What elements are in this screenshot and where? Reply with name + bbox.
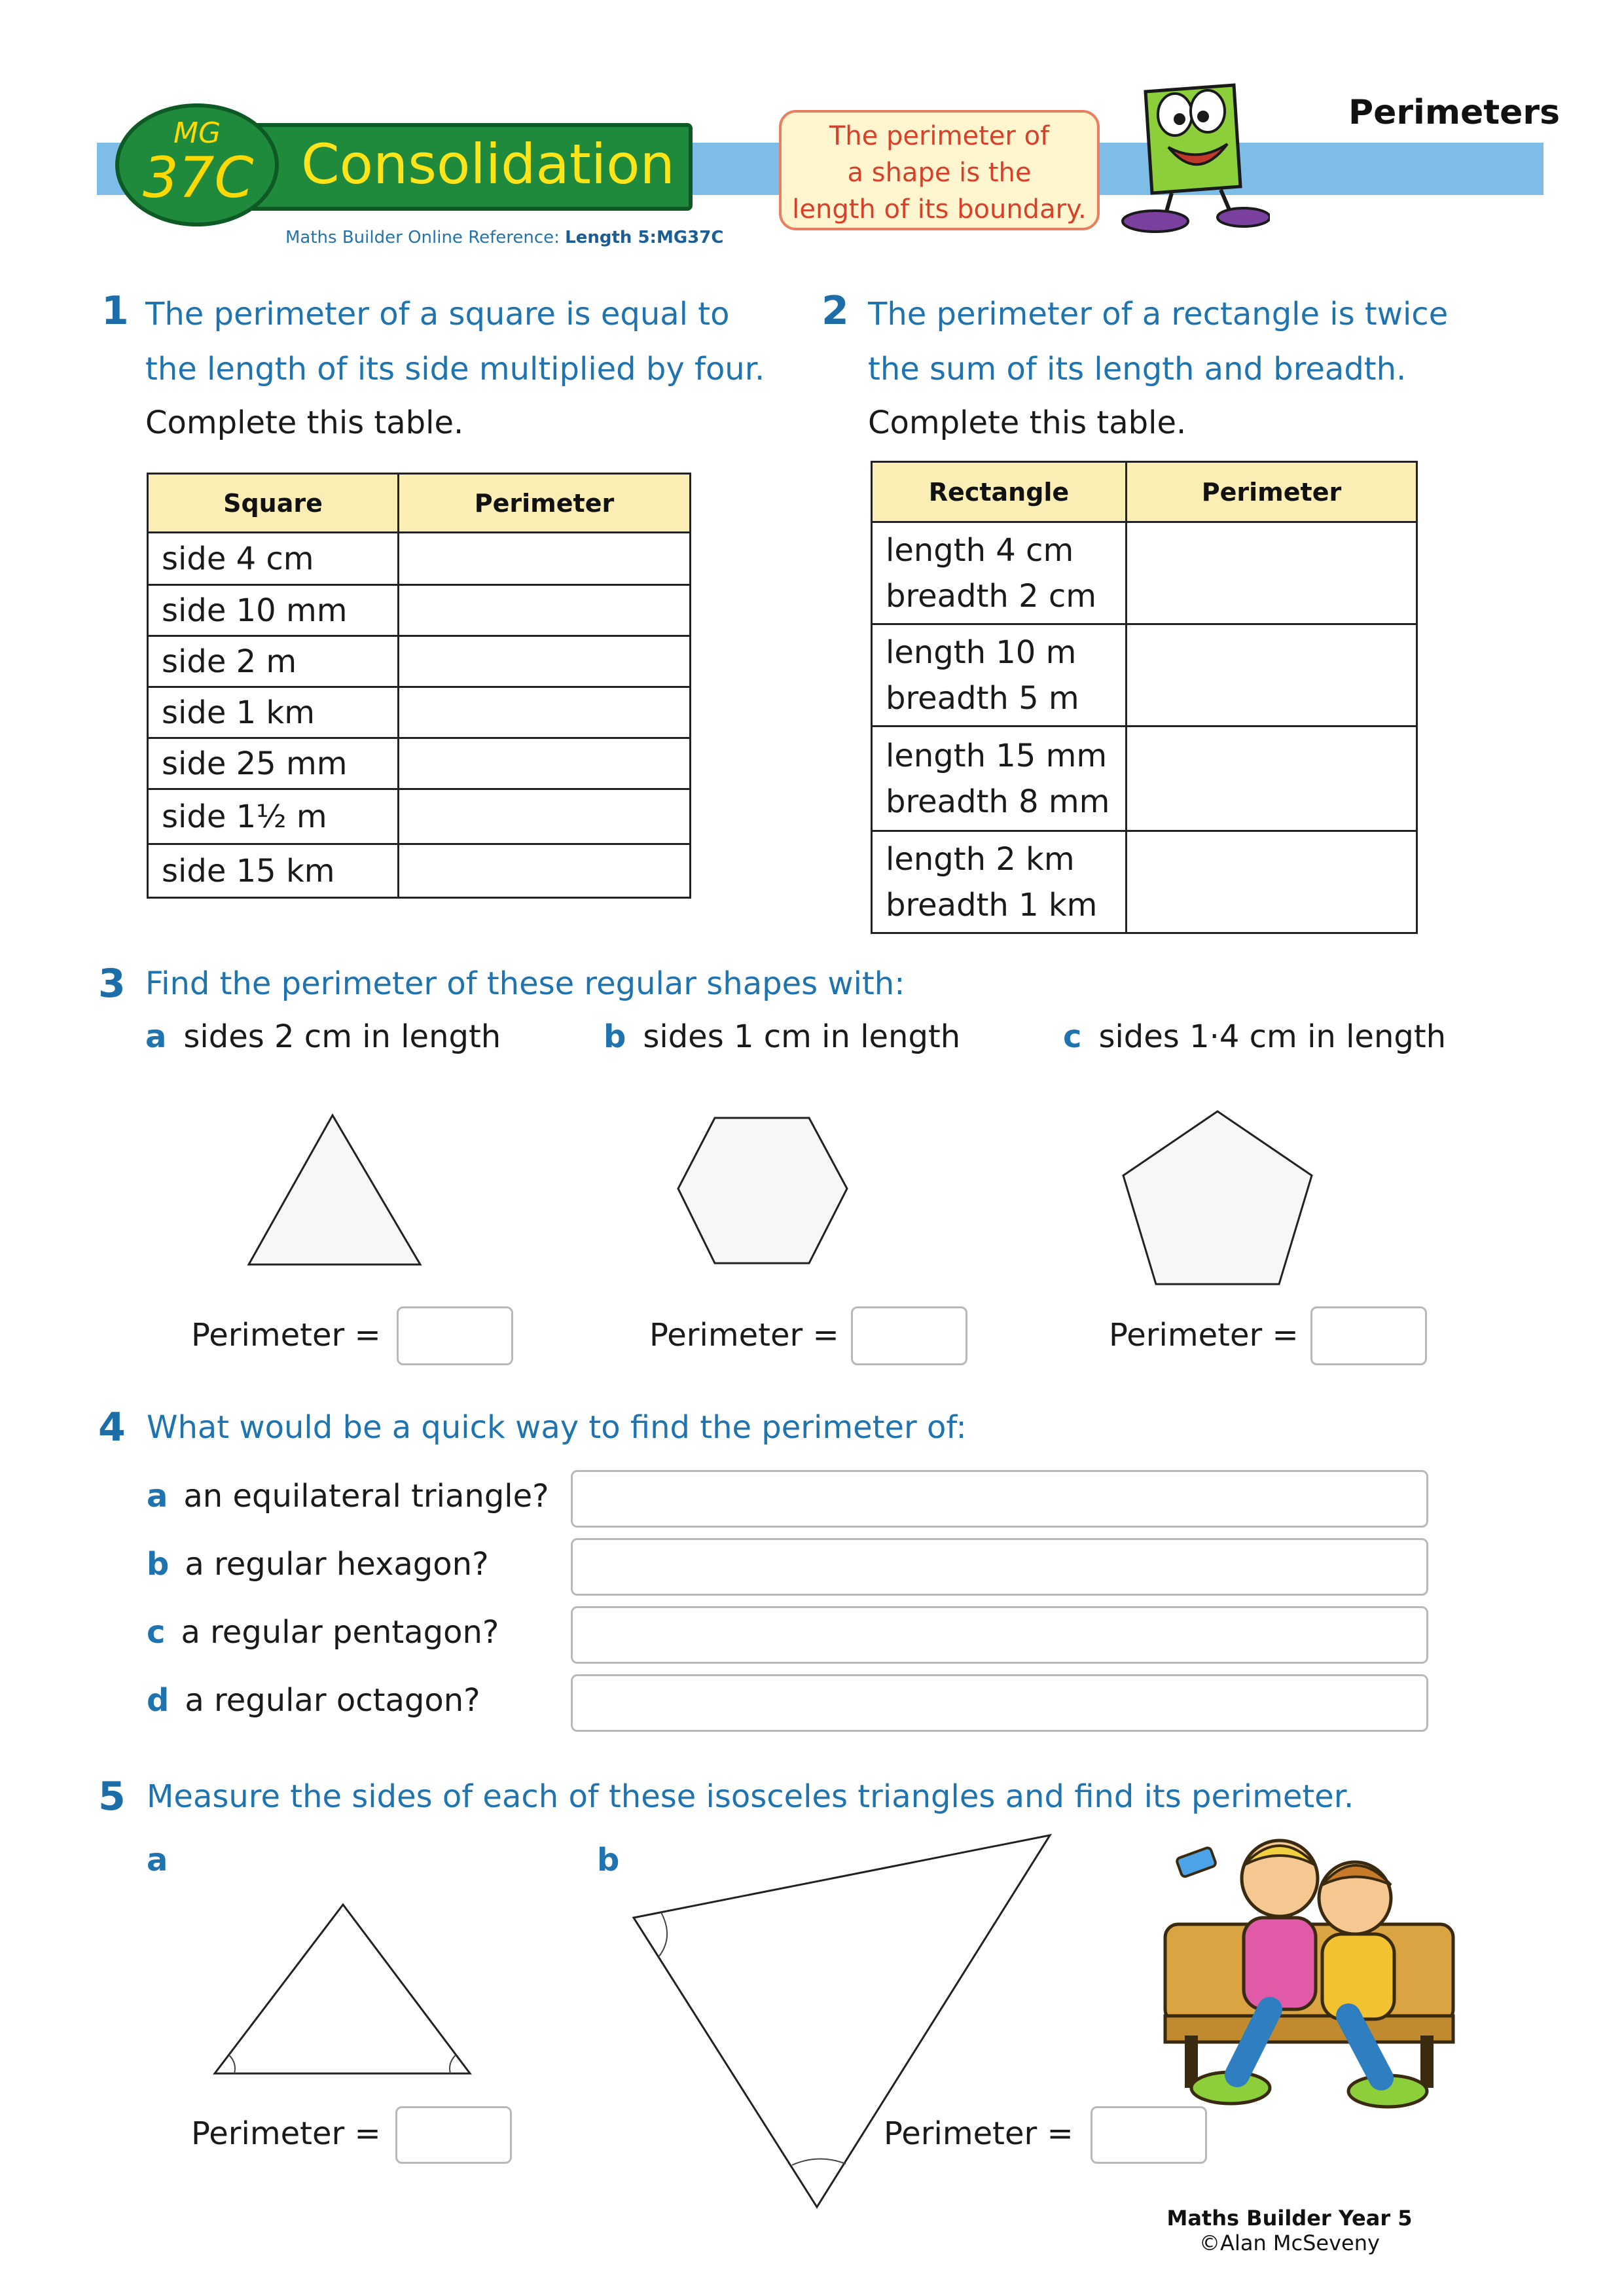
perimeter-label-5b: Perimeter = [884,2115,1074,2152]
equilateral-triangle-shape [249,1115,420,1265]
table-row-label: side 4 cm [148,533,399,585]
perimeter-label-3b: Perimeter = [649,1317,839,1354]
question-5-number: 5 [98,1774,126,1820]
footer-book: Maths Builder Year 5 [1166,2206,1413,2231]
answer-field-4a[interactable] [571,1470,1428,1528]
question-2-instruction: Complete this table. [868,404,1187,441]
question-2-text: The perimeter of a rectangle is twice the sum of its length and breadth. [868,296,1449,387]
question-3a-label: a sides 2 cm in length [145,1018,501,1055]
table-header-perimeter: Perimeter [399,474,691,533]
question-4b-label: b a regular hexagon? [147,1546,489,1583]
code-number: 37C [143,145,254,211]
page-title: Consolidation [301,132,675,196]
table-row-label: length 10 m breadth 5 m [872,624,1127,726]
question-3b-label: b sides 1 cm in length [604,1018,961,1055]
perimeter-answer-5a[interactable] [395,2106,512,2164]
question-1-number: 1 [101,288,129,334]
online-reference: Maths Builder Online Reference: Length 5:MG37C [285,228,724,247]
regular-pentagon-shape [1123,1111,1312,1284]
table-row-label: side 1½ m [148,789,399,844]
code-prefix: MG [173,117,221,150]
question-4-number: 4 [98,1405,126,1450]
table-row-label: length 4 cm breadth 2 cm [872,522,1127,624]
perimeter-label-5a: Perimeter = [191,2115,381,2152]
question-1-text: The perimeter of a square is equal to the length of its side multiplied by four. [145,296,765,387]
question-3-text: Find the perimeter of these regular shapes with: [145,965,905,1002]
table-row-label: length 15 mm breadth 8 mm [872,726,1127,831]
answer-field-4b[interactable] [571,1538,1428,1596]
question-4c-label: c a regular pentagon? [147,1614,499,1651]
answer-field-4c[interactable] [571,1606,1428,1664]
table-row-label: side 2 m [148,636,399,687]
page-heading: Perimeters [1348,93,1561,132]
question-3-number: 3 [98,961,126,1007]
perimeter-answer-5b[interactable] [1091,2106,1207,2164]
footer-author: ©Alan McSeveny [1199,2231,1380,2255]
table-row-label: side 1 km [148,687,399,738]
question-5b-label: b [597,1842,620,1878]
footer [1047,2206,1532,2255]
table-row-label: length 2 km breadth 1 km [872,831,1127,933]
table-header-rectangle: Rectangle [872,462,1127,522]
table-header-perimeter: Perimeter [1127,462,1417,522]
bench-people-illustration [1139,1826,1479,2114]
perimeter-answer-3b[interactable] [851,1306,967,1365]
perimeter-answer-3a[interactable] [397,1306,513,1365]
definition-callout: The perimeter of a shape is the length of its boundary. [779,110,1100,230]
perimeter-label-3a: Perimeter = [191,1317,381,1354]
regular-hexagon-shape [678,1118,847,1263]
question-2-number: 2 [821,288,849,334]
question-4-text: What would be a quick way to find the perimeter of: [147,1409,967,1446]
table-row-label: side 10 mm [148,585,399,636]
table-row-label: side 15 km [148,844,399,898]
question-4a-label: a an equilateral triangle? [147,1478,549,1515]
question-1-instruction: Complete this table. [145,404,464,441]
table-row-label: side 25 mm [148,738,399,789]
answer-field-4d[interactable] [571,1674,1428,1732]
perimeter-label-3c: Perimeter = [1109,1317,1299,1354]
question-4d-label: d a regular octagon? [147,1682,480,1719]
perimeter-answer-3c[interactable] [1310,1306,1427,1365]
question-3c-label: c sides 1·4 cm in length [1063,1018,1447,1055]
isosceles-triangle-a [215,1905,470,2073]
question-5a-label: a [147,1842,168,1878]
question-5-text: Measure the sides of each of these isosceles triangles and find its perimeter. [147,1778,1354,1815]
table-header-square: Square [148,474,399,533]
